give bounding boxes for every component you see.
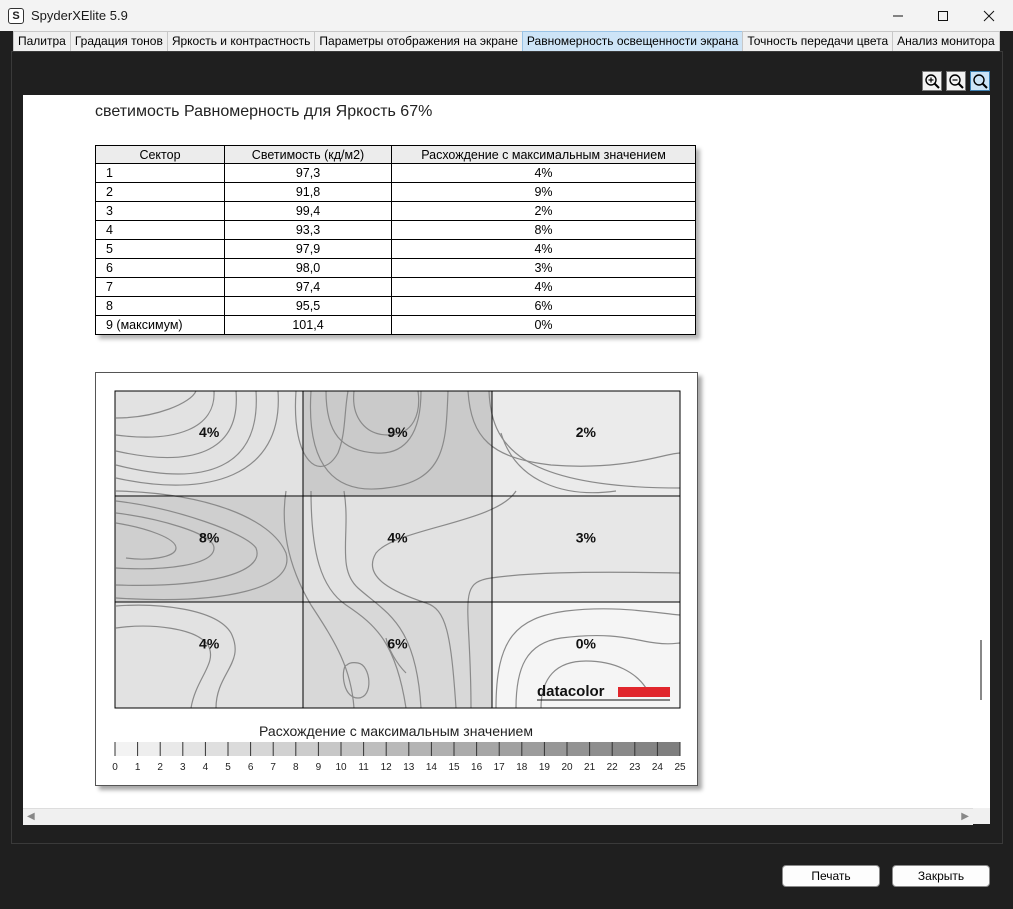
table-row — [96, 221, 696, 240]
luminance-table — [95, 145, 696, 335]
sector-deviation-label: 8% — [199, 529, 220, 546]
scale-swatch — [183, 742, 206, 756]
report-title: светимость Равномерность для Яркость 67% — [95, 103, 433, 120]
tab-display-settings[interactable]: Параметры отображения на экране — [314, 31, 523, 51]
luminance-cell: 98,0 — [225, 259, 392, 278]
minimize-button[interactable] — [875, 0, 921, 31]
tab-monitor-analysis[interactable]: Анализ монитора — [892, 31, 999, 51]
sector-deviation-label: 4% — [199, 424, 220, 440]
luminance-cell: 93,3 — [225, 221, 392, 240]
title-bar — [0, 0, 1013, 31]
close-button[interactable]: Закрыть — [892, 865, 990, 887]
scale-tick-label: 24 — [651, 762, 663, 773]
luminance-cell: 97,4 — [225, 278, 392, 297]
deviation-cell: 6% — [392, 297, 696, 316]
scale-tick-label: 18 — [516, 762, 528, 773]
table-row — [96, 202, 696, 221]
scale-swatch — [364, 742, 387, 756]
zoom-in-button[interactable] — [922, 71, 942, 91]
scale-tick-label: 22 — [606, 762, 618, 773]
deviation-cell: 9% — [392, 183, 696, 202]
scale-swatch — [657, 742, 680, 756]
sector-deviation-label: 6% — [387, 635, 408, 652]
luminance-cell: 97,9 — [225, 240, 392, 259]
deviation-cell: 2% — [392, 202, 696, 221]
scale-swatch — [273, 742, 296, 756]
sector-deviation-label: 9% — [387, 424, 408, 440]
sector-deviation-label: 0% — [575, 635, 596, 652]
scale-tick-label: 19 — [538, 762, 550, 773]
svg-text:datacolor: datacolor — [537, 683, 605, 700]
tab-palette[interactable]: Палитра — [13, 31, 71, 51]
luminance-cell: 99,4 — [225, 202, 392, 221]
maximize-icon — [937, 10, 949, 22]
column-header-sector: Сектор — [96, 146, 225, 164]
scale-swatch — [522, 742, 545, 756]
tab-color-accuracy[interactable]: Точность передачи цвета — [742, 31, 893, 51]
app-icon: S — [8, 8, 24, 24]
scale-tick-label: 15 — [448, 762, 460, 773]
column-header-luminance: Светимость (кд/м2) — [225, 146, 392, 164]
sector-cell: 9 (максимум) — [96, 316, 225, 335]
scale-tick-label: 0 — [112, 762, 118, 773]
luminance-cell: 97,3 — [225, 164, 392, 183]
scale-swatch — [205, 742, 228, 756]
uniformity-chart — [95, 372, 698, 786]
sector-cell: 3 — [96, 202, 225, 221]
horizontal-scrollbar[interactable] — [23, 808, 973, 825]
table-row — [96, 164, 696, 183]
zoom-out-icon — [948, 73, 964, 89]
scale-tick-label: 3 — [180, 762, 186, 773]
scrollbar-corner — [973, 808, 990, 824]
scale-tick-label: 23 — [629, 762, 641, 773]
heatmap-cell — [303, 602, 491, 708]
scale-tick-label: 7 — [270, 762, 276, 773]
scale-tick-label: 6 — [247, 762, 254, 773]
table-row — [96, 297, 696, 316]
magnifier-icon — [972, 73, 988, 89]
scale-tick-label: 1 — [134, 762, 141, 773]
sector-deviation-label: 3% — [575, 529, 596, 546]
scale-swatch — [341, 742, 364, 756]
scale-tick-label: 10 — [335, 762, 347, 773]
tab-tone-gradation[interactable]: Градация тонов — [70, 31, 168, 51]
scale-tick-label: 11 — [358, 762, 369, 773]
color-scale — [112, 742, 686, 773]
table-row — [96, 278, 696, 297]
scale-swatch — [138, 742, 161, 756]
deviation-cell: 3% — [392, 259, 696, 278]
scale-swatch — [160, 742, 183, 756]
scale-tick-label: 13 — [403, 762, 415, 773]
sector-deviation-label: 4% — [199, 635, 220, 652]
minimize-icon — [892, 10, 904, 22]
heatmap-cell — [303, 497, 491, 603]
scale-legend-title: Расхождение с максимальным значением — [259, 723, 533, 739]
scale-swatch — [296, 742, 319, 756]
scroll-right-icon[interactable]: ▶ — [961, 811, 969, 822]
heatmap-cell — [115, 602, 303, 708]
sector-cell: 7 — [96, 278, 225, 297]
scale-swatch — [499, 742, 522, 756]
heatmap-cell — [115, 497, 303, 603]
scale-swatch — [612, 742, 635, 756]
sector-cell: 8 — [96, 297, 225, 316]
scale-tick-label: 20 — [561, 762, 573, 773]
sector-deviation-label: 2% — [575, 424, 596, 440]
deviation-cell: 4% — [392, 164, 696, 183]
zoom-in-icon — [924, 73, 940, 89]
deviation-cell: 4% — [392, 278, 696, 297]
scale-swatch — [251, 742, 274, 756]
table-row — [96, 183, 696, 202]
report-document — [23, 95, 973, 808]
scale-tick-label: 2 — [157, 762, 163, 773]
scale-swatch — [454, 742, 477, 756]
window-title: SpyderXElite 5.9 — [31, 8, 128, 23]
scale-swatch — [386, 742, 409, 756]
vertical-scrollbar[interactable] — [973, 95, 990, 808]
scale-tick-label: 8 — [293, 762, 299, 773]
scale-swatch — [431, 742, 454, 756]
zoom-out-button[interactable] — [946, 71, 966, 91]
heatmap-cell — [115, 391, 303, 497]
deviation-cell: 4% — [392, 240, 696, 259]
scale-swatch — [590, 742, 613, 756]
luminance-cell: 101,4 — [225, 316, 392, 335]
tab-bar — [13, 31, 999, 51]
scrollbar-thumb[interactable] — [980, 640, 982, 700]
sector-cell: 4 — [96, 221, 225, 240]
close-icon — [983, 10, 995, 22]
scale-tick-label: 14 — [425, 762, 437, 773]
close-window-button[interactable] — [966, 0, 1012, 31]
scroll-left-icon[interactable]: ◀ — [27, 811, 35, 822]
scale-tick-label: 9 — [315, 762, 322, 773]
scale-swatch — [477, 742, 500, 756]
tab-brightness-contrast[interactable]: Яркость и контрастность — [167, 31, 316, 51]
sector-deviation-label: 4% — [387, 529, 408, 546]
luminance-cell: 95,5 — [225, 297, 392, 316]
scale-swatch — [409, 742, 432, 756]
print-button[interactable]: Печать — [782, 865, 880, 887]
table-header-row — [96, 146, 696, 164]
scale-tick-label: 16 — [471, 762, 483, 773]
deviation-cell: 8% — [392, 221, 696, 240]
scale-swatch — [115, 742, 138, 756]
table-row — [96, 259, 696, 278]
scale-tick-label: 4 — [202, 762, 209, 773]
luminance-cell: 91,8 — [225, 183, 392, 202]
sector-cell: 6 — [96, 259, 225, 278]
sector-cell: 1 — [96, 164, 225, 183]
column-header-deviation: Расхождение с максимальным значением — [392, 146, 696, 164]
maximize-button[interactable] — [920, 0, 966, 31]
scale-swatch — [228, 742, 251, 756]
scale-tick-label: 21 — [584, 762, 596, 773]
sector-cell: 2 — [96, 183, 225, 202]
sector-cell: 5 — [96, 240, 225, 259]
scale-swatch — [318, 742, 341, 756]
scale-swatch — [635, 742, 658, 756]
heatmap-cell — [303, 391, 491, 497]
deviation-cell: 0% — [392, 316, 696, 335]
table-row — [96, 240, 696, 259]
scale-swatch — [567, 742, 590, 756]
scale-swatch — [544, 742, 567, 756]
table-row — [96, 316, 696, 335]
scale-tick-label: 17 — [493, 762, 505, 773]
scale-tick-label: 5 — [225, 762, 231, 773]
heatmap-cell — [492, 497, 680, 603]
uniformity-heatmap — [96, 373, 697, 785]
tab-screen-uniformity[interactable]: Равномерность освещенности экрана — [522, 31, 743, 51]
scale-tick-label: 12 — [380, 762, 392, 773]
zoom-fit-button[interactable] — [970, 71, 990, 91]
scale-tick-label: 25 — [674, 762, 686, 773]
